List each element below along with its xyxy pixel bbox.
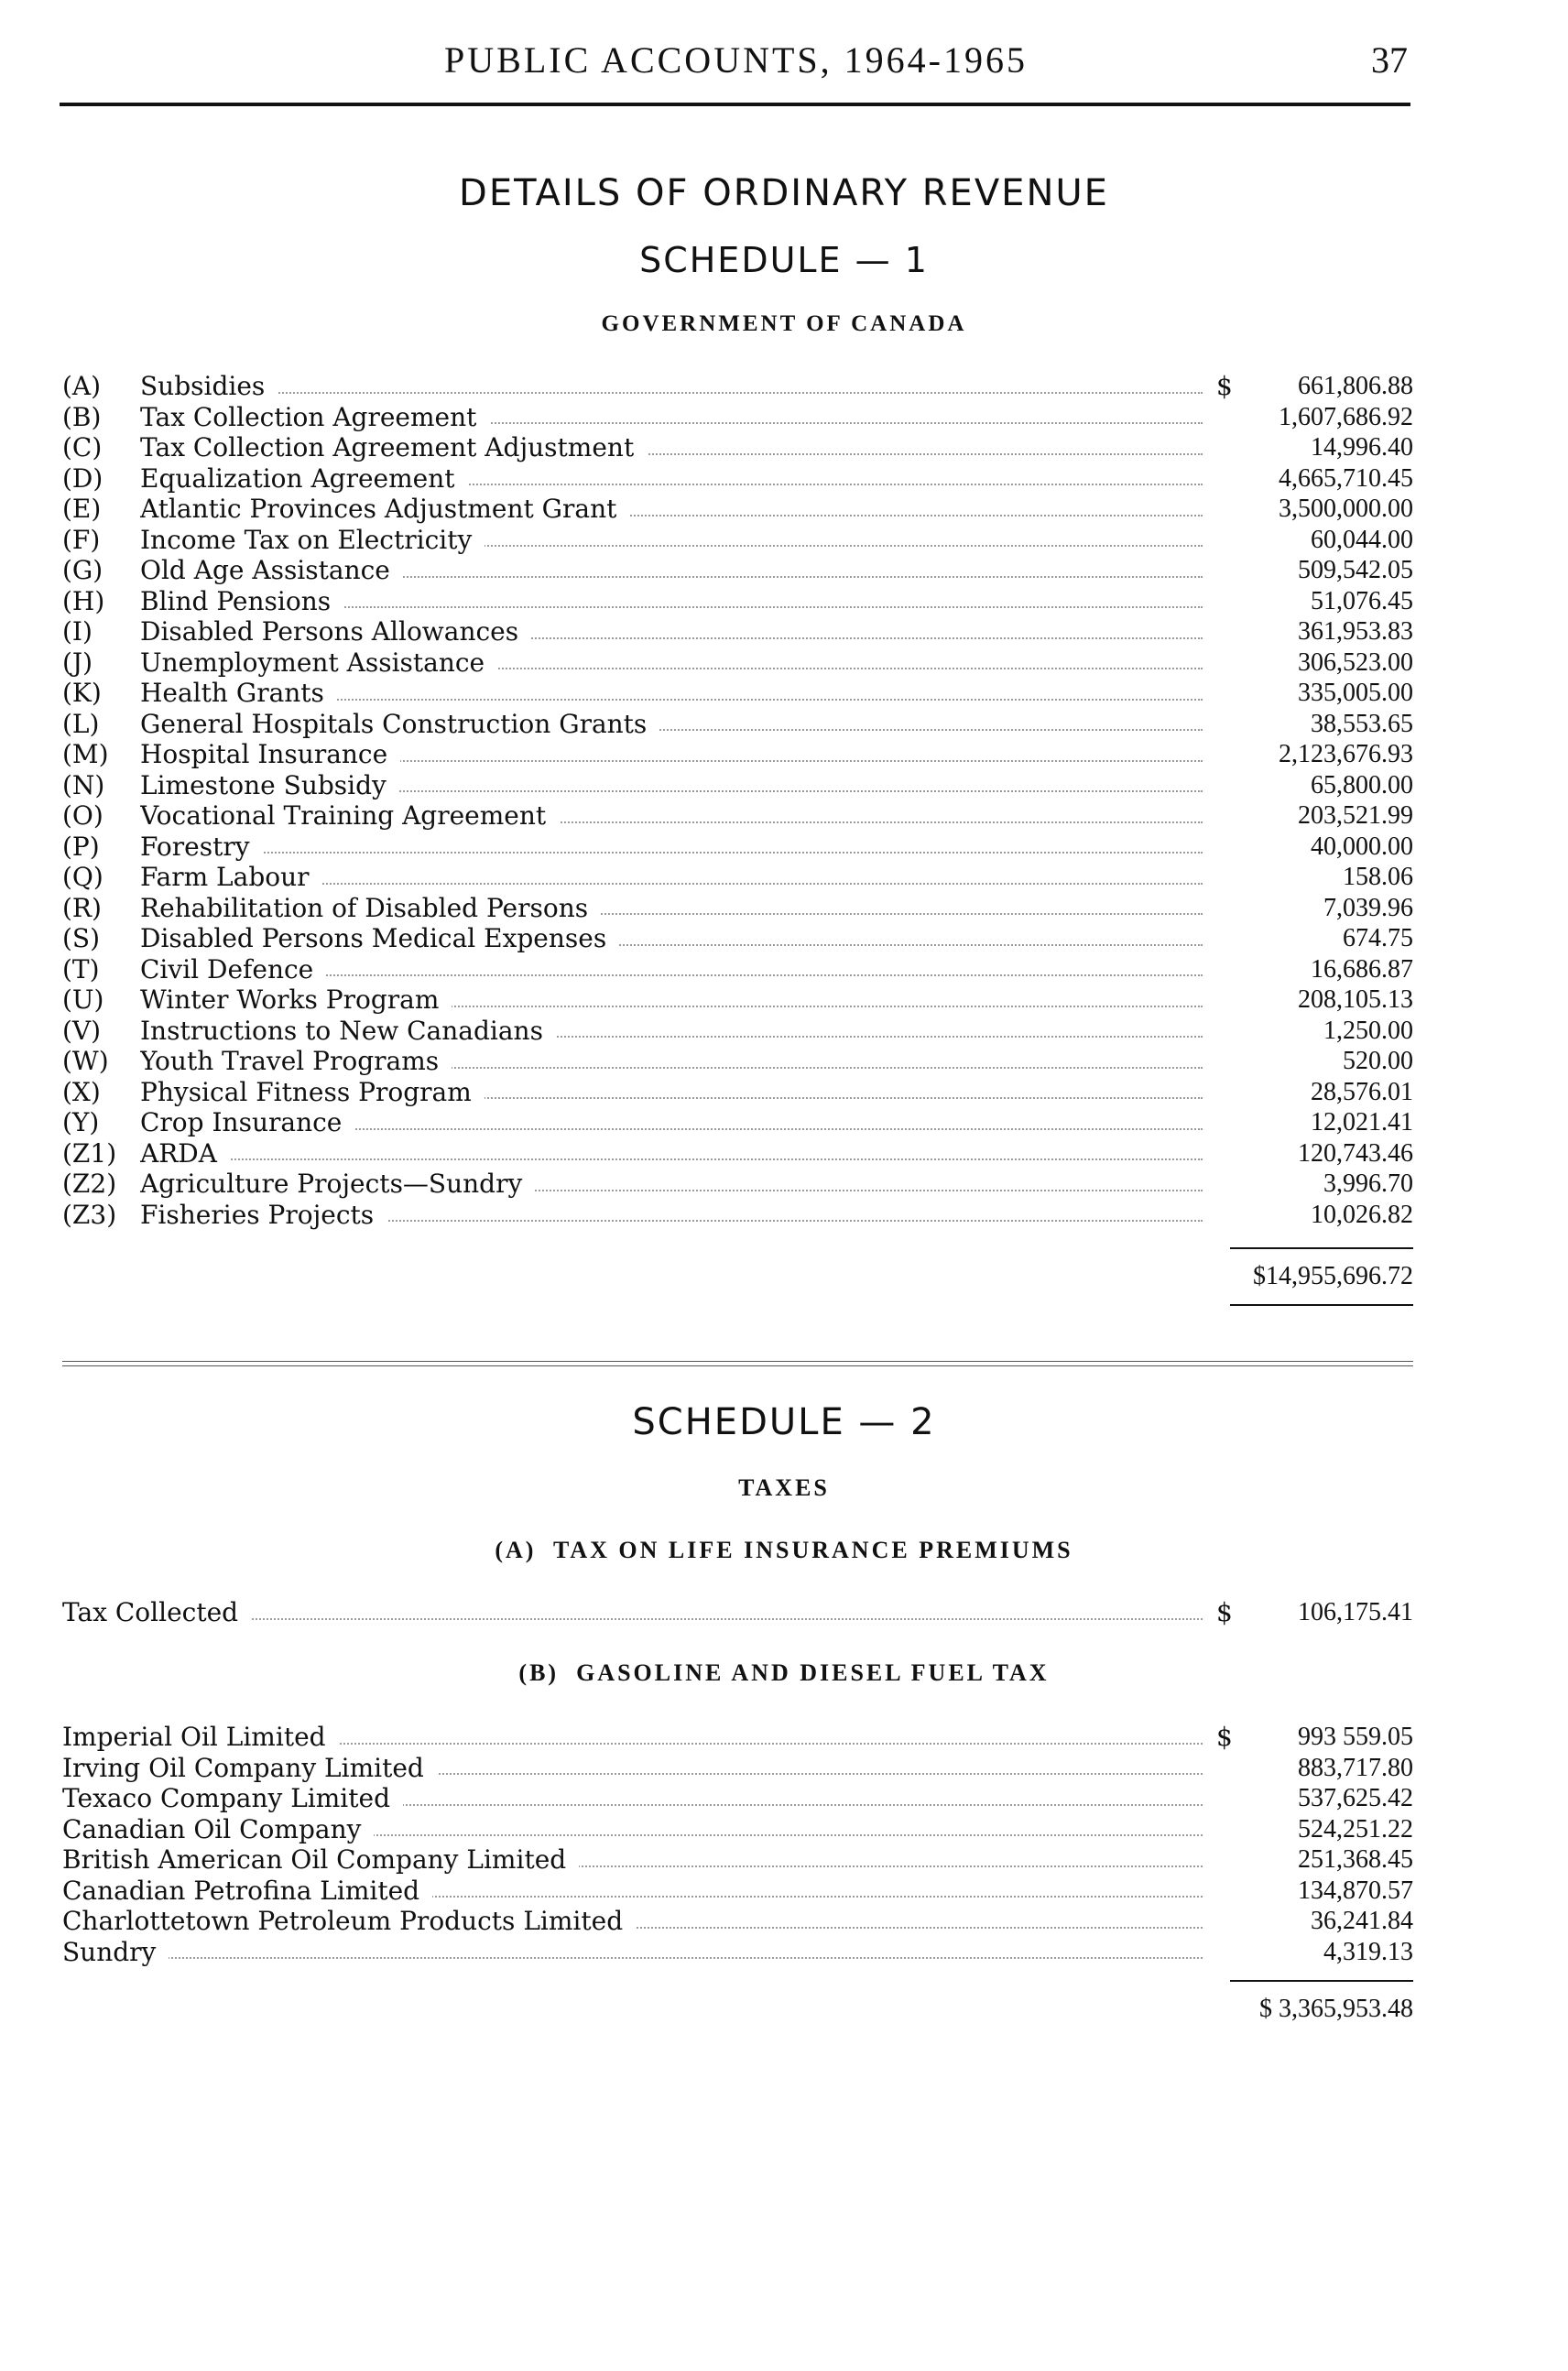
- row-amount: 208,105.13: [1298, 985, 1413, 1014]
- row-label: ARDA: [140, 1138, 230, 1169]
- row-letter: (I): [62, 616, 93, 647]
- running-title: PUBLIC ACCOUNTS, 1964-1965: [444, 39, 1028, 81]
- row-amount: 251,368.45: [1298, 1845, 1413, 1874]
- currency-symbol: $: [1216, 1597, 1233, 1627]
- ledger-row: [62, 709, 1413, 740]
- row-letter: (R): [62, 892, 102, 923]
- row-amount: 674.75: [1343, 924, 1413, 952]
- ledger-row: [62, 1077, 1413, 1108]
- row-letter: (C): [62, 432, 103, 462]
- row-amount: 520.00: [1343, 1047, 1413, 1075]
- row-letter: (Y): [62, 1107, 100, 1137]
- row-amount: 361,953.83: [1298, 617, 1413, 646]
- schedule1-title: SCHEDULE — 1: [639, 240, 929, 280]
- schedule1-subtitle: GOVERNMENT OF CANADA: [601, 311, 967, 336]
- schedule1-total-block: [1230, 1247, 1413, 1306]
- row-letter: (D): [62, 462, 103, 494]
- row-label: Crop Insurance: [140, 1107, 354, 1137]
- row-amount: 14,996.40: [1311, 433, 1413, 462]
- row-label: Texaco Company Limited: [62, 1783, 403, 1813]
- ledger-row: [62, 616, 1413, 647]
- ledger-row: [62, 494, 1413, 525]
- row-amount: 16,686.87: [1311, 954, 1413, 984]
- part-b-heading: (B) GASOLINE AND DIESEL FUEL TAX: [518, 1659, 1050, 1686]
- row-label: Irving Oil Company Limited: [62, 1753, 437, 1783]
- currency-symbol: $: [1216, 371, 1233, 401]
- header-rule: [60, 103, 1410, 106]
- row-label: Tax Collected: [62, 1597, 251, 1627]
- row-amount: 12,021.41: [1311, 1108, 1413, 1137]
- row-amount: 1,607,686.92: [1279, 402, 1413, 431]
- ledger-row: [62, 1876, 1413, 1907]
- row-amount: 661,806.88: [1298, 372, 1413, 400]
- row-label: Canadian Petrofina Limited: [62, 1876, 432, 1906]
- row-label: Equalization Agreement: [140, 463, 468, 494]
- row-amount: 106,175.41: [1298, 1598, 1413, 1626]
- ledger-row: [62, 525, 1413, 556]
- row-amount: 335,005.00: [1298, 679, 1413, 707]
- running-header: [64, 38, 1408, 79]
- row-letter: (Z2): [62, 1169, 117, 1199]
- row-label: Sundry: [62, 1937, 169, 1967]
- row-amount: 883,717.80: [1298, 1753, 1413, 1782]
- row-letter: (H): [62, 585, 105, 616]
- ledger-row: [62, 1937, 1413, 1968]
- row-amount: 38,553.65: [1311, 709, 1413, 738]
- row-label: Physical Fitness Program: [140, 1077, 485, 1107]
- row-amount: 1,250.00: [1323, 1016, 1413, 1045]
- row-label: Civil Defence: [140, 954, 326, 984]
- row-amount: 993 559.05: [1298, 1723, 1413, 1751]
- row-letter: (S): [62, 923, 101, 953]
- part-a-heading: (A) TAX ON LIFE INSURANCE PREMIUMS: [495, 1537, 1073, 1563]
- ledger-row: [62, 1107, 1413, 1138]
- row-amount: 4,665,710.45: [1279, 463, 1413, 493]
- row-letter: (N): [62, 769, 105, 800]
- row-letter: (V): [62, 1015, 102, 1046]
- page-number: 37: [1371, 39, 1408, 81]
- row-letter: (O): [62, 800, 103, 831]
- row-label: Vocational Training Agreement: [140, 800, 559, 831]
- section-divider: [62, 1361, 1413, 1370]
- ledger-row: [62, 647, 1413, 679]
- row-amount: 2,123,676.93: [1279, 740, 1413, 768]
- row-letter: (Z3): [62, 1199, 117, 1230]
- currency-symbol: $: [1216, 1722, 1233, 1752]
- ledger-row: [62, 1844, 1413, 1876]
- part-b-total-block: [1230, 1980, 1413, 2037]
- ledger-row: [62, 770, 1413, 801]
- row-amount: 28,576.01: [1311, 1077, 1413, 1106]
- row-amount: 306,523.00: [1298, 647, 1413, 677]
- row-label: Unemployment Assistance: [140, 647, 497, 678]
- ledger-row: [62, 1138, 1413, 1169]
- ledger-row: [62, 463, 1413, 495]
- schedule2-subtitle: TAXES: [738, 1474, 830, 1501]
- row-amount: 3,500,000.00: [1279, 495, 1413, 523]
- dot-leader: [140, 392, 1203, 394]
- ledger-row: [62, 1046, 1413, 1077]
- row-label: General Hospitals Construction Grants: [140, 709, 659, 739]
- ledger-row: [62, 402, 1413, 433]
- row-label: Youth Travel Programs: [140, 1046, 452, 1076]
- row-letter: (P): [62, 831, 100, 862]
- row-amount: 537,625.42: [1298, 1784, 1413, 1812]
- row-letter: (X): [62, 1076, 101, 1107]
- row-amount: 158.06: [1343, 863, 1413, 891]
- row-letter: (U): [62, 984, 104, 1015]
- ledger-row: [62, 739, 1413, 770]
- part-a-ledger: [62, 1597, 1413, 1628]
- row-label: Tax Collection Agreement Adjustment: [140, 432, 647, 462]
- row-letter: (G): [62, 555, 103, 585]
- row-amount: 65,800.00: [1311, 770, 1413, 799]
- row-amount: 10,026.82: [1311, 1200, 1413, 1229]
- row-amount: 3,996.70: [1323, 1169, 1413, 1198]
- ledger-row: [62, 832, 1413, 863]
- row-label: Tax Collection Agreement: [140, 402, 489, 432]
- row-amount: 203,521.99: [1298, 801, 1413, 830]
- row-label: Blind Pensions: [140, 586, 343, 616]
- ledger-row: [62, 555, 1413, 586]
- schedule1-total: $14,955,696.72: [1253, 1262, 1413, 1290]
- row-label: Farm Labour: [140, 862, 322, 892]
- main-title: DETAILS OF ORDINARY REVENUE: [459, 172, 1109, 214]
- row-letter: (J): [62, 647, 93, 678]
- row-letter: (Q): [62, 862, 103, 892]
- row-label: Canadian Oil Company: [62, 1814, 374, 1844]
- row-letter: (E): [62, 494, 102, 524]
- row-letter: (M): [62, 739, 109, 769]
- row-label: Rehabilitation of Disabled Persons: [140, 893, 601, 923]
- row-letter: (W): [62, 1046, 109, 1076]
- row-letter: (L): [62, 708, 100, 739]
- ledger-row: [62, 1783, 1413, 1814]
- row-letter: (Z1): [62, 1137, 117, 1169]
- row-label: Disabled Persons Allowances: [140, 616, 531, 647]
- ledger-row: [62, 586, 1413, 617]
- ledger-row: [62, 1016, 1413, 1047]
- row-label: Charlottetown Petroleum Products Limited: [62, 1906, 636, 1936]
- schedule2-title: SCHEDULE — 2: [632, 1401, 936, 1443]
- dot-leader: [140, 852, 1203, 854]
- row-label: Disabled Persons Medical Expenses: [140, 923, 619, 953]
- row-label: Income Tax on Electricity: [140, 525, 485, 555]
- row-letter: (K): [62, 678, 102, 708]
- row-label: Limestone Subsidy: [140, 770, 399, 800]
- row-letter: (F): [62, 524, 101, 555]
- row-label: British American Oil Company Limited: [62, 1844, 579, 1875]
- ledger-row: [62, 1814, 1413, 1845]
- ledger-row: [62, 862, 1413, 893]
- total-rule-bottom: [1230, 1304, 1413, 1306]
- row-label: Imperial Oil Limited: [62, 1722, 339, 1752]
- row-label: Agriculture Projects—Sundry: [140, 1169, 535, 1199]
- row-amount: 51,076.45: [1311, 586, 1413, 615]
- part-b-ledger: [62, 1722, 1413, 1967]
- row-letter: (B): [62, 401, 102, 432]
- ledger-row: [62, 1200, 1413, 1231]
- ledger-row: [62, 432, 1413, 463]
- row-amount: 134,870.57: [1298, 1876, 1413, 1905]
- ledger-row: [62, 923, 1413, 954]
- row-label: Instructions to New Canadians: [140, 1016, 556, 1046]
- row-amount: 36,241.84: [1311, 1907, 1413, 1935]
- row-label: Atlantic Provinces Adjustment Grant: [140, 494, 629, 524]
- dot-leader: [140, 1158, 1203, 1160]
- row-label: Hospital Insurance: [140, 739, 400, 769]
- row-amount: 509,542.05: [1298, 556, 1413, 584]
- ledger-row: [62, 1753, 1413, 1784]
- ledger-row: [62, 800, 1413, 832]
- row-letter: (A): [62, 371, 102, 401]
- row-amount: 40,000.00: [1311, 832, 1413, 861]
- dot-leader: [62, 1957, 1203, 1959]
- row-label: Old Age Assistance: [140, 555, 403, 585]
- ledger-row: [62, 678, 1413, 709]
- row-amount: 120,743.46: [1298, 1138, 1413, 1168]
- ledger-row: [62, 893, 1413, 924]
- schedule1-ledger: [62, 371, 1413, 1230]
- ledger-row: [62, 1597, 1413, 1628]
- row-label: Subsidies: [140, 371, 278, 401]
- row-amount: 4,319.13: [1323, 1937, 1413, 1966]
- row-label: Health Grants: [140, 678, 337, 708]
- row-amount: 7,039.96: [1323, 893, 1413, 922]
- row-letter: (T): [62, 953, 100, 984]
- row-amount: 60,044.00: [1311, 525, 1413, 554]
- row-label: Fisheries Projects: [140, 1200, 387, 1230]
- ledger-row: [62, 1906, 1413, 1937]
- row-label: Forestry: [140, 832, 263, 862]
- ledger-row: [62, 984, 1413, 1016]
- row-label: Winter Works Program: [140, 984, 452, 1015]
- ledger-row: [62, 954, 1413, 985]
- ledger-row: [62, 1722, 1413, 1753]
- part-b-total: $ 3,365,953.48: [1259, 1995, 1413, 2023]
- ledger-row: [62, 1169, 1413, 1200]
- row-amount: 524,251.22: [1298, 1814, 1413, 1844]
- ledger-row: [62, 371, 1413, 402]
